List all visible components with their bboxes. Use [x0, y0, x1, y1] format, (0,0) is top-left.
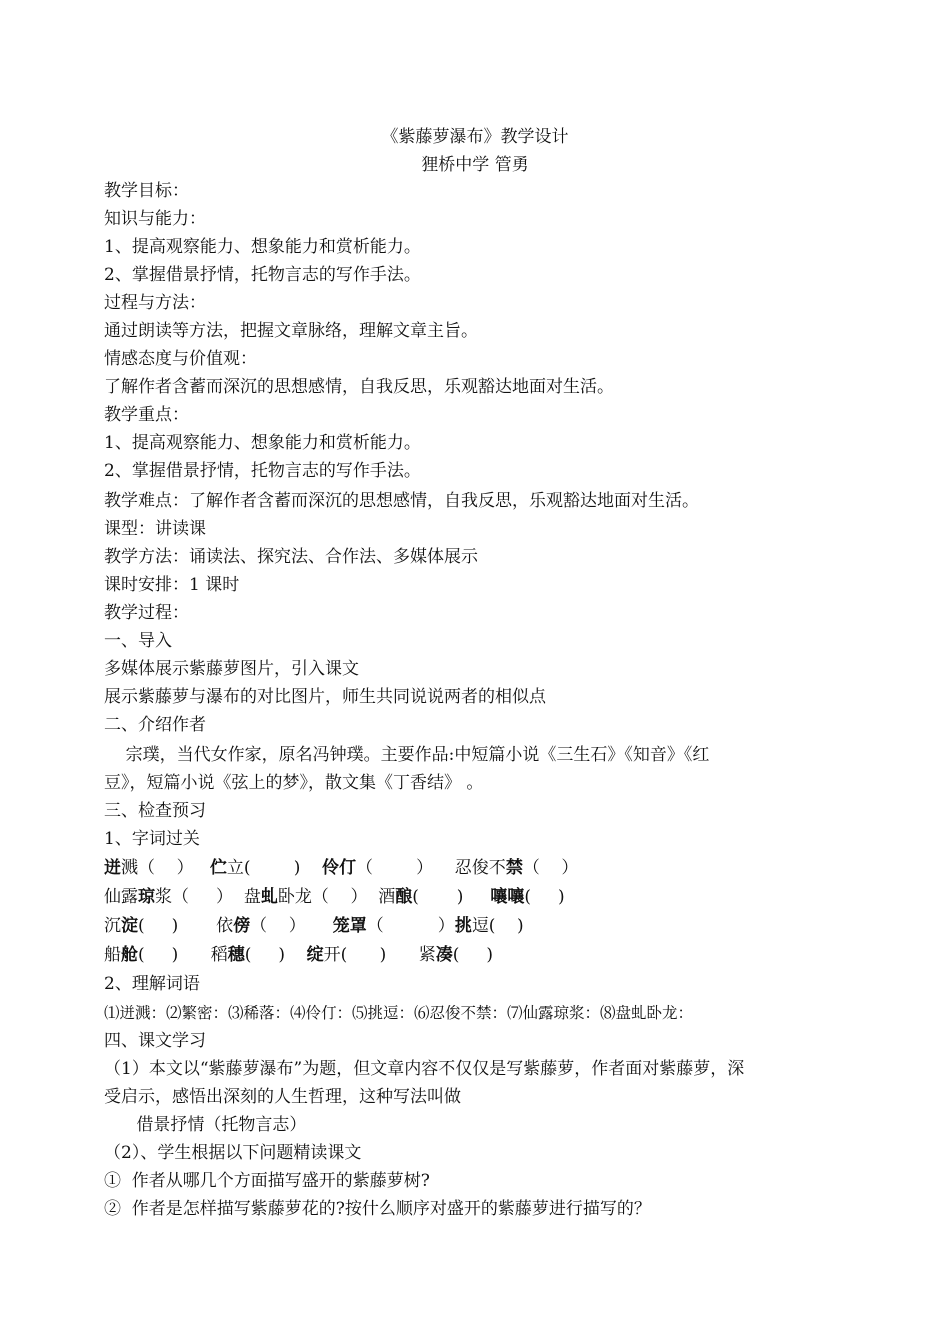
vocab-bold: 笼罩 [332, 916, 367, 936]
knowledge-item-2: 2、掌握借景抒情，托物言志的写作手法。 [104, 265, 421, 285]
vocab-bold: 酿 [395, 887, 413, 907]
section-4-q2-item-1: ① 作者从哪几个方面描写盛开的紫藤萝树? [104, 1171, 430, 1191]
vocab-text: （ ） [522, 858, 579, 878]
vocab-bold: 嚷嚷 [490, 887, 525, 907]
vocab-bold: 伶仃 [321, 858, 356, 878]
vocab-text: ( ) 稻 [138, 945, 228, 965]
vocab-text: ( ) 依 [138, 916, 234, 936]
process-item-1: 通过朗读等方法，把握文章脉络，理解文章主旨。 [104, 321, 478, 341]
vocab-text: （ ） 忍俊不 [355, 858, 506, 878]
section-3-sub-2: 2、理解词语 [104, 974, 200, 994]
vocab-row-4 [104, 944, 493, 966]
section-3-heading: 三、检查预习 [104, 801, 206, 821]
vocab-bold: 绽 [306, 945, 324, 965]
vocab-text: 逗( ) [471, 916, 524, 936]
vocab-bold: 挑 [454, 916, 472, 936]
emotion-heading: 情感态度与价值观： [104, 349, 257, 369]
course-type-line: 课型：讲读课 [104, 519, 206, 539]
process-heading: 过程与方法： [104, 293, 206, 313]
section-1-line-2: 展示紫藤萝与瀑布的对比图片，师生共同说说两者的相似点 [104, 687, 546, 707]
vocab-text: ( ) [244, 945, 307, 965]
emotion-item-1: 了解作者含蓄而深沉的思想感情，自我反思，乐观豁达地面对生活。 [104, 377, 614, 397]
vocab-text: 浆（ ） 盘 [155, 887, 261, 907]
document-title: 《紫藤萝瀑布》教学设计 [381, 127, 569, 147]
key-points-heading: 教学重点： [104, 405, 189, 425]
section-3-sub-1: 1、字词过关 [104, 829, 200, 849]
vocab-text: （ ） [366, 916, 455, 936]
section-2-heading: 二、介绍作者 [104, 715, 206, 735]
schedule-line: 课时安排：1 课时 [104, 575, 240, 595]
vocab-text: 沉 [104, 916, 121, 936]
vocab-bold: 虬 [260, 887, 278, 907]
vocab-text: 仙露 [104, 887, 138, 907]
vocab-text: ( ) [452, 945, 494, 965]
vocab-bold: 傍 [233, 916, 251, 936]
vocab-row-3 [104, 915, 524, 937]
vocab-text: 船 [104, 945, 121, 965]
process-main-heading: 教学过程： [104, 603, 189, 623]
section-3-terms: ⑴迸溅：⑵繁密：⑶稀落：⑷伶仃：⑸挑逗：⑹忍俊不禁：⑺仙露琼浆：⑻盘虬卧龙： [104, 1004, 694, 1022]
difficulty-line: 教学难点：了解作者含蓄而深沉的思想感情，自我反思，乐观豁达地面对生活。 [104, 491, 699, 511]
vocab-bold: 穗 [227, 945, 245, 965]
section-4-q2-item-2: ② 作者是怎样描写紫藤萝花的?按什么顺序对盛开的紫藤萝进行描写的？ [104, 1199, 651, 1219]
section-4-heading: 四、课文学习 [104, 1031, 206, 1051]
section-2-line-1: 宗璞，当代女作家，原名冯钟璞。主要作品:中短篇小说《三生石》《知音》《红 [104, 745, 710, 765]
section-4-q1-line-1: （1）本文以“紫藤萝瀑布”为题，但文章内容不仅仅是写紫藤萝，作者面对紫藤萝，深 [104, 1059, 745, 1079]
vocab-bold: 凑 [435, 945, 453, 965]
section-2-line-2: 豆》，短篇小说《弦上的梦》，散文集《丁香结》 。 [104, 773, 484, 793]
objectives-heading: 教学目标： [104, 181, 189, 201]
key-point-1: 1、提高观察能力、想象能力和赏析能力。 [104, 433, 421, 453]
vocab-text: （ ） [250, 916, 333, 936]
vocab-text: 开( ) 紧 [323, 945, 436, 965]
section-1-line-1: 多媒体展示紫藤萝图片，引入课文 [104, 659, 359, 679]
vocab-row-2 [104, 886, 565, 908]
vocab-text: 卧龙（ ） 酒 [277, 887, 396, 907]
document-author: 狸桥中学 管勇 [421, 155, 529, 175]
vocab-text: 立( ) [226, 858, 322, 878]
vocab-row-1 [104, 857, 578, 879]
vocab-bold: 琼 [138, 887, 155, 907]
section-4-q2: （2）、学生根据以下问题精读课文 [104, 1143, 362, 1163]
vocab-bold: 伫 [209, 858, 227, 878]
vocab-text: 溅（ ） [121, 858, 210, 878]
vocab-bold: 禁 [505, 858, 523, 878]
key-point-2: 2、掌握借景抒情，托物言志的写作手法。 [104, 461, 421, 481]
knowledge-item-1: 1、提高观察能力、想象能力和赏析能力。 [104, 237, 421, 257]
knowledge-heading: 知识与能力： [104, 209, 206, 229]
section-4-q1-answer: 借景抒情（托物言志） [104, 1115, 307, 1135]
vocab-bold: 迸 [104, 858, 121, 878]
section-4-q1-line-2: 受启示，感悟出深刻的人生哲理，这种写法叫做 [104, 1087, 461, 1107]
section-1-heading: 一、导入 [104, 631, 172, 651]
vocab-bold: 淀 [121, 916, 138, 936]
vocab-bold: 舱 [121, 945, 138, 965]
vocab-text: ( ) [412, 887, 491, 907]
vocab-text: ( ) [524, 887, 565, 907]
methods-line: 教学方法：诵读法、探究法、合作法、多媒体展示 [104, 547, 478, 567]
